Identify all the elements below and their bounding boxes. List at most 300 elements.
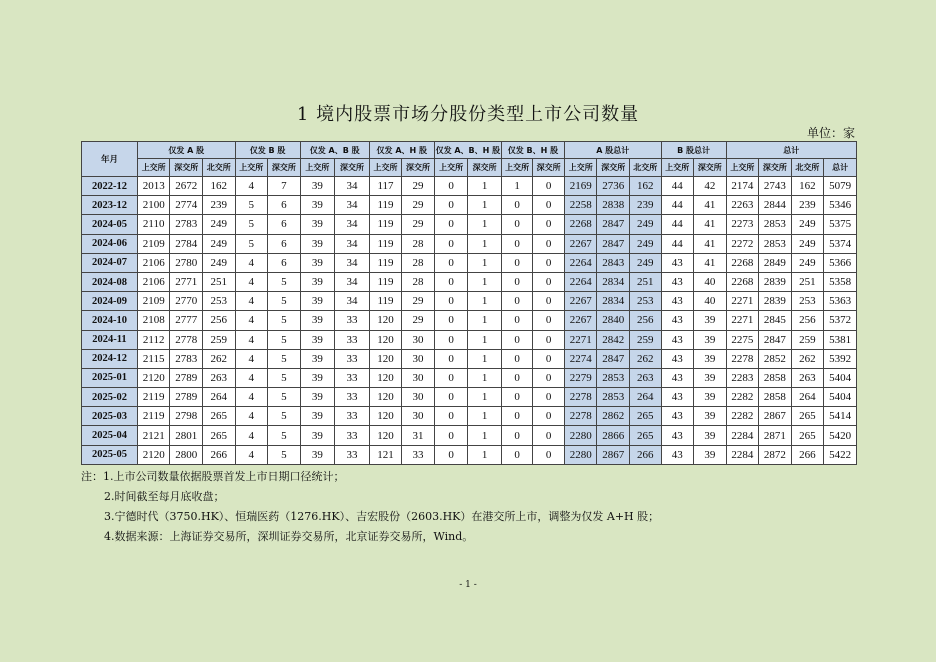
table-cell: 262 [202, 349, 235, 368]
table-cell: 33 [402, 445, 435, 464]
table-cell: 2839 [759, 272, 792, 291]
table-cell: 42 [694, 177, 727, 196]
table-cell: 30 [402, 368, 435, 387]
table-cell: 249 [630, 215, 662, 234]
table-cell: 39 [300, 253, 335, 272]
table-cell: 39 [300, 234, 335, 253]
table-cell: 2778 [170, 330, 203, 349]
table-row [82, 292, 857, 311]
table-cell: 2267 [564, 311, 597, 330]
table-cell: 5 [235, 196, 268, 215]
table-cell: 2100 [137, 196, 170, 215]
table-cell: 4 [235, 426, 268, 445]
table-cell: 4 [235, 349, 268, 368]
table-cell: 2264 [564, 272, 597, 291]
table-cell: 44 [661, 177, 694, 196]
table-cell: 249 [202, 253, 235, 272]
table-cell: 0 [434, 196, 468, 215]
table-cell: 43 [661, 388, 694, 407]
table-cell: 28 [402, 272, 435, 291]
table-cell: 5375 [824, 215, 857, 234]
table-cell: 5392 [824, 349, 857, 368]
table-cell: 265 [791, 426, 824, 445]
footnote-1: 注：1.上市公司数量依据股票首发上市日期口径统计； [81, 470, 345, 483]
footnote-4: 4.数据来源：上海证券交易所，深圳证券交易所，北京证券交易所，Wind。 [104, 530, 474, 543]
table-cell: 4 [235, 407, 268, 426]
footnote-3: 3.宁德时代（3750.HK）、恒瑞医药（1276.HK）、吉宏股份（2603.HK）在港交所上市，调整为仅发 A+H 股； [104, 510, 660, 523]
table-row [82, 253, 857, 272]
table-cell: 1 [468, 292, 502, 311]
table-cell: 0 [533, 196, 565, 215]
table-cell: 2271 [726, 311, 759, 330]
table-cell: 39 [300, 292, 335, 311]
table-cell: 34 [335, 234, 370, 253]
table-cell: 6 [268, 253, 301, 272]
table-cell: 120 [369, 426, 402, 445]
table-cell: 29 [402, 196, 435, 215]
table-cell: 5372 [824, 311, 857, 330]
table-cell: 39 [694, 426, 727, 445]
table-cell: 120 [369, 330, 402, 349]
table-cell: 0 [434, 445, 468, 464]
header-group-row [82, 142, 857, 159]
table-cell: 2119 [137, 388, 170, 407]
table-cell: 1 [468, 272, 502, 291]
table-cell: 5 [235, 234, 268, 253]
table-cell: 0 [533, 234, 565, 253]
table-cell: 120 [369, 368, 402, 387]
table-cell: 2174 [726, 177, 759, 196]
table-cell: 0 [533, 445, 565, 464]
table-cell: 2866 [597, 426, 630, 445]
table-cell: 2120 [137, 445, 170, 464]
table-cell: 5358 [824, 272, 857, 291]
table-cell: 2853 [759, 234, 792, 253]
table-cell: 259 [202, 330, 235, 349]
table-cell: 33 [335, 349, 370, 368]
table-cell: 0 [501, 272, 533, 291]
sub-header-sh: 上交所 [300, 159, 335, 177]
table-cell: 264 [202, 388, 235, 407]
table-cell: 1 [501, 177, 533, 196]
table-cell: 2867 [597, 445, 630, 464]
table-cell: 39 [694, 388, 727, 407]
table-cell: 2853 [597, 368, 630, 387]
table-cell: 262 [791, 349, 824, 368]
table-cell: 119 [369, 196, 402, 215]
row-month-label: 2024-12 [82, 349, 138, 368]
table-cell: 4 [235, 177, 268, 196]
table-cell: 2268 [726, 253, 759, 272]
row-month-label: 2024-11 [82, 330, 138, 349]
table-row [82, 368, 857, 387]
table-cell: 5381 [824, 330, 857, 349]
table-cell: 2845 [759, 311, 792, 330]
table-cell: 5404 [824, 388, 857, 407]
table-cell: 0 [533, 426, 565, 445]
table-cell: 2858 [759, 368, 792, 387]
group-header-grand-total: 总计 [726, 142, 856, 159]
table-cell: 5 [235, 215, 268, 234]
table-cell: 2872 [759, 445, 792, 464]
table-cell: 2834 [597, 272, 630, 291]
group-header-b-only: 仅发 B 股 [235, 142, 300, 159]
table-cell: 0 [434, 426, 468, 445]
table-cell: 2672 [170, 177, 203, 196]
table-cell: 2847 [597, 349, 630, 368]
group-header-ah: 仅发 A、H 股 [369, 142, 434, 159]
table-cell: 5 [268, 330, 301, 349]
table-cell: 2268 [564, 215, 597, 234]
table-cell: 5404 [824, 368, 857, 387]
table-cell: 0 [434, 292, 468, 311]
table-row [82, 215, 857, 234]
table-cell: 39 [694, 349, 727, 368]
sub-header-sh: 上交所 [501, 159, 533, 177]
unit-label: 单位：家 [806, 126, 855, 140]
table-cell: 39 [694, 445, 727, 464]
table-cell: 43 [661, 407, 694, 426]
sub-header-sh: 上交所 [137, 159, 170, 177]
table-cell: 2838 [597, 196, 630, 215]
table-cell: 39 [694, 368, 727, 387]
table-cell: 39 [300, 272, 335, 291]
table-cell: 0 [533, 177, 565, 196]
table-cell: 28 [402, 253, 435, 272]
table-cell: 33 [335, 407, 370, 426]
table-cell: 0 [533, 330, 565, 349]
table-cell: 40 [694, 292, 727, 311]
table-cell: 0 [434, 368, 468, 387]
table-cell: 2843 [597, 253, 630, 272]
sub-header-sh: 上交所 [434, 159, 468, 177]
table-cell: 120 [369, 349, 402, 368]
table-cell: 2800 [170, 445, 203, 464]
table-cell: 0 [434, 177, 468, 196]
table-cell: 2858 [759, 388, 792, 407]
sub-header-bj: 北交所 [791, 159, 824, 177]
table-cell: 2109 [137, 234, 170, 253]
row-month-label: 2025-02 [82, 388, 138, 407]
table-cell: 2840 [597, 311, 630, 330]
header-sub-row [82, 159, 857, 177]
page-number: - 1 - [459, 580, 477, 590]
table-row [82, 177, 857, 196]
table-cell: 0 [434, 330, 468, 349]
table-cell: 0 [501, 215, 533, 234]
sub-header-sh: 上交所 [235, 159, 268, 177]
row-month-label: 2025-01 [82, 368, 138, 387]
table-cell: 265 [791, 407, 824, 426]
table-cell: 249 [791, 234, 824, 253]
page-title: 1 境内股票市场分股份类型上市公司数量 [296, 104, 640, 125]
table-cell: 34 [335, 292, 370, 311]
table-cell: 0 [533, 388, 565, 407]
table-cell: 4 [235, 445, 268, 464]
table-cell: 0 [501, 196, 533, 215]
table-cell: 41 [694, 196, 727, 215]
table-cell: 5414 [824, 407, 857, 426]
table-cell: 253 [202, 292, 235, 311]
table-cell: 31 [402, 426, 435, 445]
group-header-a-only: 仅发 A 股 [137, 142, 235, 159]
table-cell: 2771 [170, 272, 203, 291]
table-cell: 5366 [824, 253, 857, 272]
table-cell: 0 [533, 292, 565, 311]
table-cell: 5374 [824, 234, 857, 253]
table-cell: 39 [300, 330, 335, 349]
table-cell: 33 [335, 311, 370, 330]
table-cell: 1 [468, 407, 502, 426]
table-cell: 2798 [170, 407, 203, 426]
table-cell: 2736 [597, 177, 630, 196]
sub-header-sz: 深交所 [268, 159, 301, 177]
table-cell: 5 [268, 445, 301, 464]
table-body [82, 177, 857, 465]
table-cell: 162 [791, 177, 824, 196]
table-cell: 0 [501, 330, 533, 349]
table-cell: 43 [661, 349, 694, 368]
table-cell: 2115 [137, 349, 170, 368]
table-cell: 41 [694, 234, 727, 253]
table-cell: 256 [791, 311, 824, 330]
table-cell: 39 [694, 330, 727, 349]
table-cell: 266 [791, 445, 824, 464]
table-cell: 1 [468, 215, 502, 234]
table-cell: 265 [202, 426, 235, 445]
table-cell: 43 [661, 445, 694, 464]
table-cell: 121 [369, 445, 402, 464]
table-cell: 34 [335, 253, 370, 272]
table-cell: 253 [791, 292, 824, 311]
table-cell: 39 [694, 311, 727, 330]
row-month-label: 2025-03 [82, 407, 138, 426]
table-cell: 2267 [564, 292, 597, 311]
table-cell: 249 [630, 253, 662, 272]
table-cell: 2106 [137, 272, 170, 291]
table-cell: 162 [630, 177, 662, 196]
sub-header-sz: 深交所 [533, 159, 565, 177]
table-cell: 2862 [597, 407, 630, 426]
table-cell: 2847 [597, 234, 630, 253]
table-cell: 251 [791, 272, 824, 291]
table-cell: 39 [300, 368, 335, 387]
table-cell: 0 [434, 272, 468, 291]
table-cell: 2780 [170, 253, 203, 272]
table-cell: 2871 [759, 426, 792, 445]
table-cell: 2839 [759, 292, 792, 311]
table-cell: 2852 [759, 349, 792, 368]
group-header-bh: 仅发 B、H 股 [501, 142, 564, 159]
table-cell: 28 [402, 234, 435, 253]
table-cell: 256 [630, 311, 662, 330]
table-cell: 2271 [564, 330, 597, 349]
table-cell: 34 [335, 177, 370, 196]
table-cell: 256 [202, 311, 235, 330]
table-cell: 266 [630, 445, 662, 464]
table-cell: 249 [202, 234, 235, 253]
table-cell: 262 [630, 349, 662, 368]
table-cell: 29 [402, 215, 435, 234]
table-cell: 2842 [597, 330, 630, 349]
table-cell: 5363 [824, 292, 857, 311]
row-month-label: 2024-07 [82, 253, 138, 272]
table-cell: 2853 [759, 215, 792, 234]
table-cell: 0 [533, 215, 565, 234]
table-cell: 4 [235, 388, 268, 407]
table-cell: 253 [630, 292, 662, 311]
table-cell: 2120 [137, 368, 170, 387]
table-cell: 2108 [137, 311, 170, 330]
row-month-label: 2025-04 [82, 426, 138, 445]
table-cell: 249 [791, 215, 824, 234]
table-cell: 2268 [726, 272, 759, 291]
table-cell: 1 [468, 368, 502, 387]
table-cell: 41 [694, 253, 727, 272]
table-cell: 29 [402, 292, 435, 311]
table-cell: 0 [434, 253, 468, 272]
table-cell: 0 [501, 349, 533, 368]
table-cell: 39 [300, 407, 335, 426]
table-cell: 0 [501, 253, 533, 272]
group-header-a-total: A 股总计 [564, 142, 661, 159]
table-cell: 249 [630, 234, 662, 253]
table-cell: 4 [235, 368, 268, 387]
table-cell: 39 [300, 349, 335, 368]
table-cell: 0 [501, 426, 533, 445]
table-cell: 5420 [824, 426, 857, 445]
table-cell: 239 [791, 196, 824, 215]
table-cell: 39 [300, 215, 335, 234]
table-cell: 2282 [726, 407, 759, 426]
table-cell: 263 [202, 368, 235, 387]
table-cell: 2282 [726, 388, 759, 407]
table-row [82, 388, 857, 407]
table-cell: 30 [402, 330, 435, 349]
table-cell: 43 [661, 292, 694, 311]
table-cell: 2783 [170, 349, 203, 368]
table-cell: 120 [369, 407, 402, 426]
table-cell: 2273 [726, 215, 759, 234]
table-cell: 2110 [137, 215, 170, 234]
table-cell: 117 [369, 177, 402, 196]
table-cell: 0 [434, 407, 468, 426]
table-cell: 39 [694, 407, 727, 426]
table-cell: 1 [468, 330, 502, 349]
table-cell: 265 [202, 407, 235, 426]
table-cell: 0 [533, 368, 565, 387]
table-cell: 5346 [824, 196, 857, 215]
table-cell: 120 [369, 388, 402, 407]
table-cell: 39 [300, 311, 335, 330]
table-cell: 2119 [137, 407, 170, 426]
table-cell: 5 [268, 349, 301, 368]
table-cell: 5 [268, 272, 301, 291]
table-cell: 6 [268, 234, 301, 253]
table-row [82, 426, 857, 445]
table-cell: 0 [434, 311, 468, 330]
table-cell: 162 [202, 177, 235, 196]
table-cell: 0 [501, 292, 533, 311]
table-cell: 5 [268, 311, 301, 330]
table-cell: 0 [533, 272, 565, 291]
table-cell: 2743 [759, 177, 792, 196]
table-cell: 266 [202, 445, 235, 464]
table-cell: 34 [335, 196, 370, 215]
table-cell: 1 [468, 311, 502, 330]
table-cell: 0 [501, 234, 533, 253]
table-cell: 0 [434, 388, 468, 407]
listed-companies-table [81, 141, 857, 465]
table-cell: 43 [661, 253, 694, 272]
table-cell: 5 [268, 407, 301, 426]
table-cell: 263 [630, 368, 662, 387]
table-cell: 43 [661, 272, 694, 291]
table-cell: 0 [501, 368, 533, 387]
table-cell: 2284 [726, 426, 759, 445]
footnotes [81, 467, 881, 547]
table-cell: 7 [268, 177, 301, 196]
table-cell: 2801 [170, 426, 203, 445]
table-cell: 2844 [759, 196, 792, 215]
table-cell: 0 [533, 311, 565, 330]
sub-header-sh: 上交所 [564, 159, 597, 177]
table-cell: 1 [468, 388, 502, 407]
table-cell: 2121 [137, 426, 170, 445]
table-cell: 4 [235, 253, 268, 272]
table-cell: 2278 [564, 388, 597, 407]
table-cell: 2106 [137, 253, 170, 272]
table-cell: 2770 [170, 292, 203, 311]
table-cell: 5079 [824, 177, 857, 196]
row-month-label: 2024-09 [82, 292, 138, 311]
table-cell: 5 [268, 426, 301, 445]
table-cell: 2849 [759, 253, 792, 272]
sub-header-sz: 深交所 [759, 159, 792, 177]
table-cell: 34 [335, 272, 370, 291]
table-cell: 239 [630, 196, 662, 215]
table-cell: 119 [369, 272, 402, 291]
table-cell: 119 [369, 215, 402, 234]
table-cell: 5 [268, 368, 301, 387]
table-row [82, 272, 857, 291]
table-cell: 2271 [726, 292, 759, 311]
table-cell: 43 [661, 311, 694, 330]
table-cell: 251 [630, 272, 662, 291]
table-cell: 33 [335, 388, 370, 407]
sub-header-total: 总计 [824, 159, 857, 177]
table-cell: 1 [468, 177, 502, 196]
table-cell: 39 [300, 426, 335, 445]
row-month-label: 2022-12 [82, 177, 138, 196]
table-row [82, 330, 857, 349]
table-cell: 1 [468, 349, 502, 368]
table-cell: 1 [468, 234, 502, 253]
group-header-ab: 仅发 A、B 股 [300, 142, 369, 159]
table-cell: 39 [300, 445, 335, 464]
table-cell: 119 [369, 234, 402, 253]
table-row [82, 196, 857, 215]
table-cell: 2272 [726, 234, 759, 253]
group-header-b-total: B 股总计 [661, 142, 726, 159]
table-cell: 4 [235, 272, 268, 291]
table-cell: 33 [335, 426, 370, 445]
table-row [82, 311, 857, 330]
table-cell: 6 [268, 196, 301, 215]
table-cell: 2784 [170, 234, 203, 253]
table-row [82, 349, 857, 368]
sub-header-sz: 深交所 [468, 159, 502, 177]
